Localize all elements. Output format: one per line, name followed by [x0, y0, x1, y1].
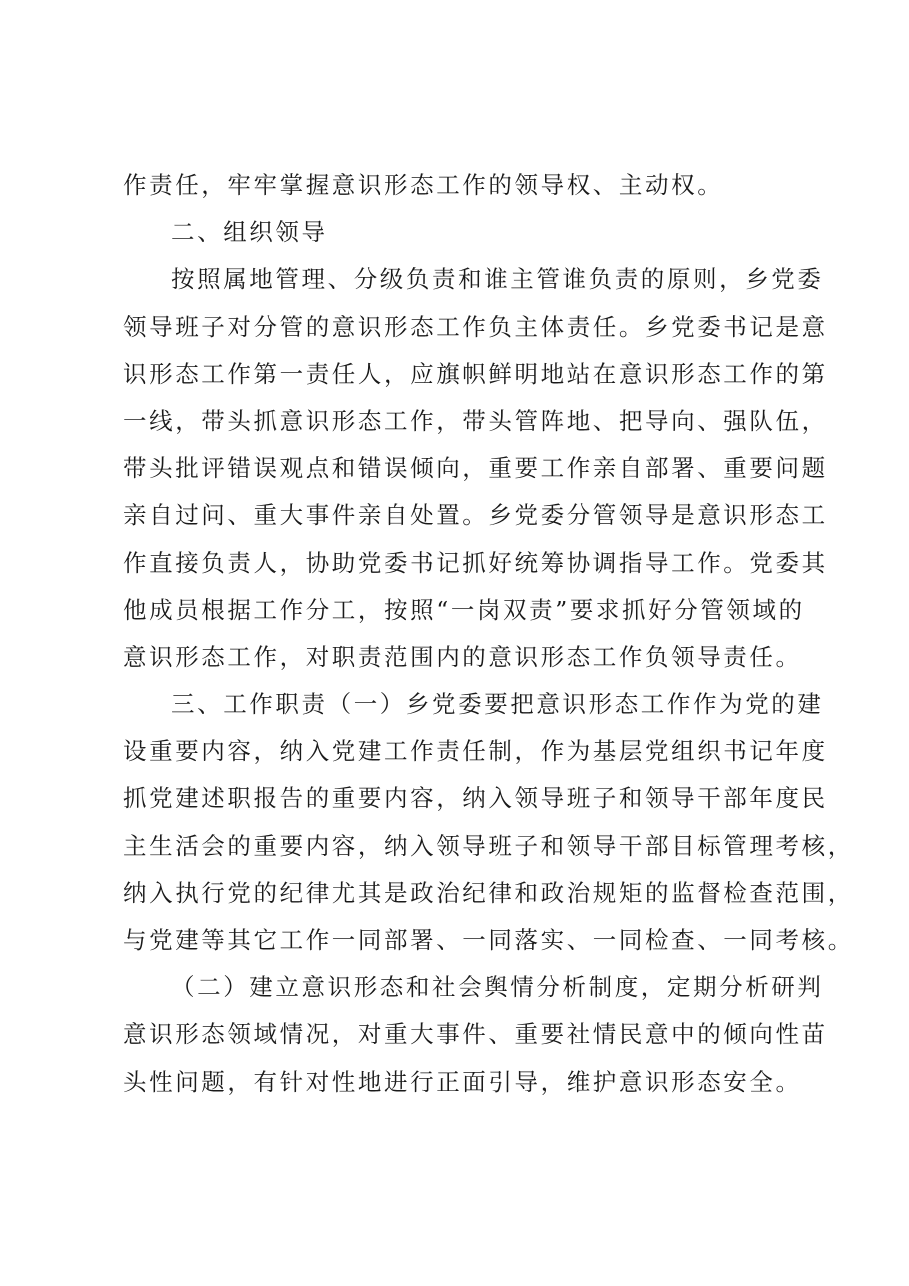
document-body	[123, 162, 854, 1106]
paragraph-line: 亲自过问、重大事件亲自处置。乡党委分管领导是意识形态工	[123, 501, 828, 530]
section-heading: 三、工作职责（一）乡党委要把意识形态工作作为党的建	[171, 690, 824, 719]
paragraph-line: 纳入执行党的纪律尤其是政治纪律和政治规矩的监督检查范围，	[123, 878, 854, 907]
paragraph-line: 意识形态领域情况，对重大事件、重要社情民意中的倾向性苗	[123, 1020, 828, 1049]
paragraph-line: 设重要内容，纳入党建工作责任制，作为基层党组织书记年度	[123, 737, 828, 766]
paragraph-line: 作直接负责人，协助党委书记抓好统筹协调指导工作。党委其	[123, 548, 828, 577]
paragraph-line: 主生活会的重要内容，纳入领导班子和领导干部目标管理考核，	[123, 831, 854, 860]
paragraph-line: 作责任，牢牢掌握意识形态工作的领导权、主动权。	[123, 171, 724, 199]
paragraph-line: 一线，带头抓意识形态工作，带头管阵地、把导向、强队伍，	[123, 406, 828, 435]
paragraph-line: 头性问题，有针对性地进行正面引导，维护意识形态安全。	[123, 1067, 802, 1096]
paragraph-line: 识形态工作第一责任人，应旗帜鲜明地站在意识形态工作的第	[123, 359, 828, 388]
paragraph-line: 抓党建述职报告的重要内容，纳入领导班子和领导干部年度民	[123, 784, 828, 813]
paragraph-line: 他成员根据工作分工，按照“一岗双责”要求抓好分管领域的	[123, 595, 805, 624]
paragraph-line: （二）建立意识形态和社会舆情分析制度，定期分析研判	[171, 973, 824, 1002]
paragraph-line: 与党建等其它工作一同部署、一同落实、一同检查、一同考核。	[123, 926, 854, 954]
paragraph-line: 意识形态工作，对职责范围内的意识形态工作负领导责任。	[123, 642, 802, 671]
paragraph-line: 按照属地管理、分级负责和谁主管谁负责的原则，乡党委	[171, 265, 824, 294]
paragraph-line: 领导班子对分管的意识形态工作负主体责任。乡党委书记是意	[123, 312, 828, 341]
paragraph-line: 带头批评错误观点和错误倾向，重要工作亲自部署、重要问题	[123, 454, 828, 483]
section-heading: 二、组织领导	[171, 218, 328, 247]
